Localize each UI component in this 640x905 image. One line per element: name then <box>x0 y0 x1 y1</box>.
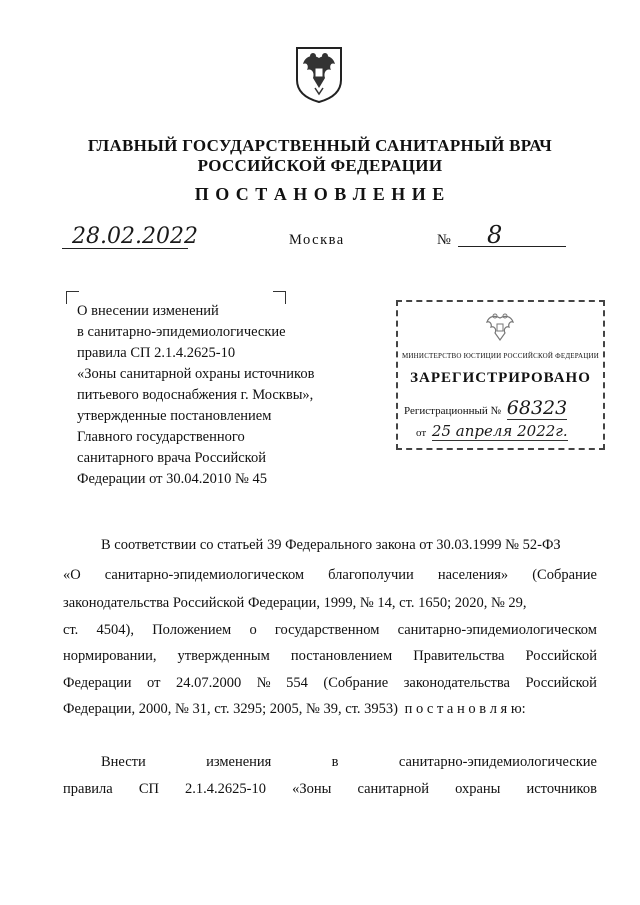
body-line: законодательства Российской Федерации, 1999, № 14, ст. 1650; 2020, № 29, <box>63 595 527 611</box>
date-underline <box>62 248 188 249</box>
word: санитарно-эпидемиологическом <box>397 622 597 638</box>
word: населения» <box>437 567 509 583</box>
resolves-spaced: п о с т а н о в л я ю: <box>404 701 526 717</box>
word: 2.1.4.2625-10 <box>185 781 267 797</box>
stamp-registered-label: ЗАРЕГИСТРИРОВАНО <box>410 370 591 386</box>
word: (Собрание <box>323 675 389 691</box>
subject-line: в санитарно-эпидемиологические <box>77 324 286 340</box>
document-number-handwritten: 8 <box>487 221 503 249</box>
body-line <box>63 673 597 693</box>
body-line <box>63 646 597 666</box>
subject-line: утвержденные постановлением <box>77 408 272 424</box>
subject-line: правила СП 2.1.4.2625-10 <box>77 345 236 361</box>
stamp-date-handwritten: 25 апреля 2022г. <box>431 422 568 440</box>
subject-line: санитарного врача Российской <box>77 450 267 466</box>
word: охраны <box>455 781 501 797</box>
word: постановлением <box>290 648 393 664</box>
word: источников <box>526 781 597 797</box>
word: санитарно-эпидемиологическом <box>104 567 305 583</box>
word: ст. <box>63 622 79 638</box>
word: благополучии <box>328 567 414 583</box>
word: «Зоны <box>292 781 332 797</box>
word: № <box>256 675 271 691</box>
subject-line: Федерации от 30.04.2010 № 45 <box>77 471 267 487</box>
body-line <box>63 620 597 640</box>
subject-line: «Зоны санитарной охраны источников <box>77 366 315 382</box>
word: 4504), <box>96 622 134 638</box>
word: в <box>331 754 339 770</box>
document-type-heading: П О С Т А Н О В Л Е Н И Е <box>194 184 446 204</box>
word: Правительства <box>413 648 505 664</box>
stamp-reg-label: Регистрационный № <box>404 405 502 417</box>
word: Российской <box>525 648 597 664</box>
word: о <box>249 622 257 638</box>
stamp-reg-number-row <box>404 397 567 419</box>
word: 554 <box>286 675 308 691</box>
word: санитарной <box>357 781 429 797</box>
coat-of-arms-emblem <box>293 44 345 104</box>
word: нормировании, <box>63 648 157 664</box>
number-underline <box>458 246 566 247</box>
document-subject <box>77 301 347 490</box>
word: «О <box>63 567 81 583</box>
word: 24.07.2000 <box>175 675 242 691</box>
body-line <box>63 699 597 719</box>
issuer-title-line1: ГЛАВНЫЙ ГОСУДАРСТВЕННЫЙ САНИТАРНЫЙ ВРАЧ <box>87 136 553 155</box>
word: законодательства <box>403 675 510 691</box>
stamp-emblem-icon <box>482 310 518 348</box>
body-line <box>63 779 597 799</box>
registration-stamp <box>396 300 605 450</box>
word: правила <box>63 781 113 797</box>
stamp-date-prefix: от <box>416 427 427 439</box>
stamp-date-row <box>416 422 568 440</box>
number-label: № <box>437 232 451 248</box>
word: Российской <box>525 675 597 691</box>
word: государственном <box>274 622 380 638</box>
body-line <box>101 752 597 772</box>
subject-line: питьевого водоснабжения г. Москвы», <box>77 387 314 403</box>
word: изменения <box>206 754 272 770</box>
city-label: Москва <box>289 232 345 248</box>
subject-line: О внесении изменений <box>77 303 219 319</box>
body-line <box>63 565 597 585</box>
word: от <box>147 675 161 691</box>
word: Положением <box>152 622 232 638</box>
word: санитарно-эпидемиологические <box>398 754 597 770</box>
word: СП <box>138 781 159 797</box>
word: (Собрание <box>532 567 597 583</box>
document-date-handwritten: 28.02.2022 <box>72 224 198 249</box>
citation-text: Федерации, 2000, № 31, ст. 3295; 2005, № 39, ст. 3953) <box>63 701 398 717</box>
word: утвержденным <box>177 648 270 664</box>
stamp-reg-number: 68323 <box>506 397 568 419</box>
stamp-organization: МИНИСТЕРСТВО ЮСТИЦИИ РОССИЙСКОЙ ФЕДЕРАЦИИ <box>402 352 599 360</box>
issuer-title-line2: РОССИЙСКОЙ ФЕДЕРАЦИИ <box>197 156 443 175</box>
word: Федерации <box>63 675 132 691</box>
body-line: В соответствии со статьей 39 Федерального закона от 30.03.1999 № 52-ФЗ <box>101 537 561 553</box>
subject-line: Главного государственного <box>77 429 245 445</box>
word: Внести <box>101 754 146 770</box>
